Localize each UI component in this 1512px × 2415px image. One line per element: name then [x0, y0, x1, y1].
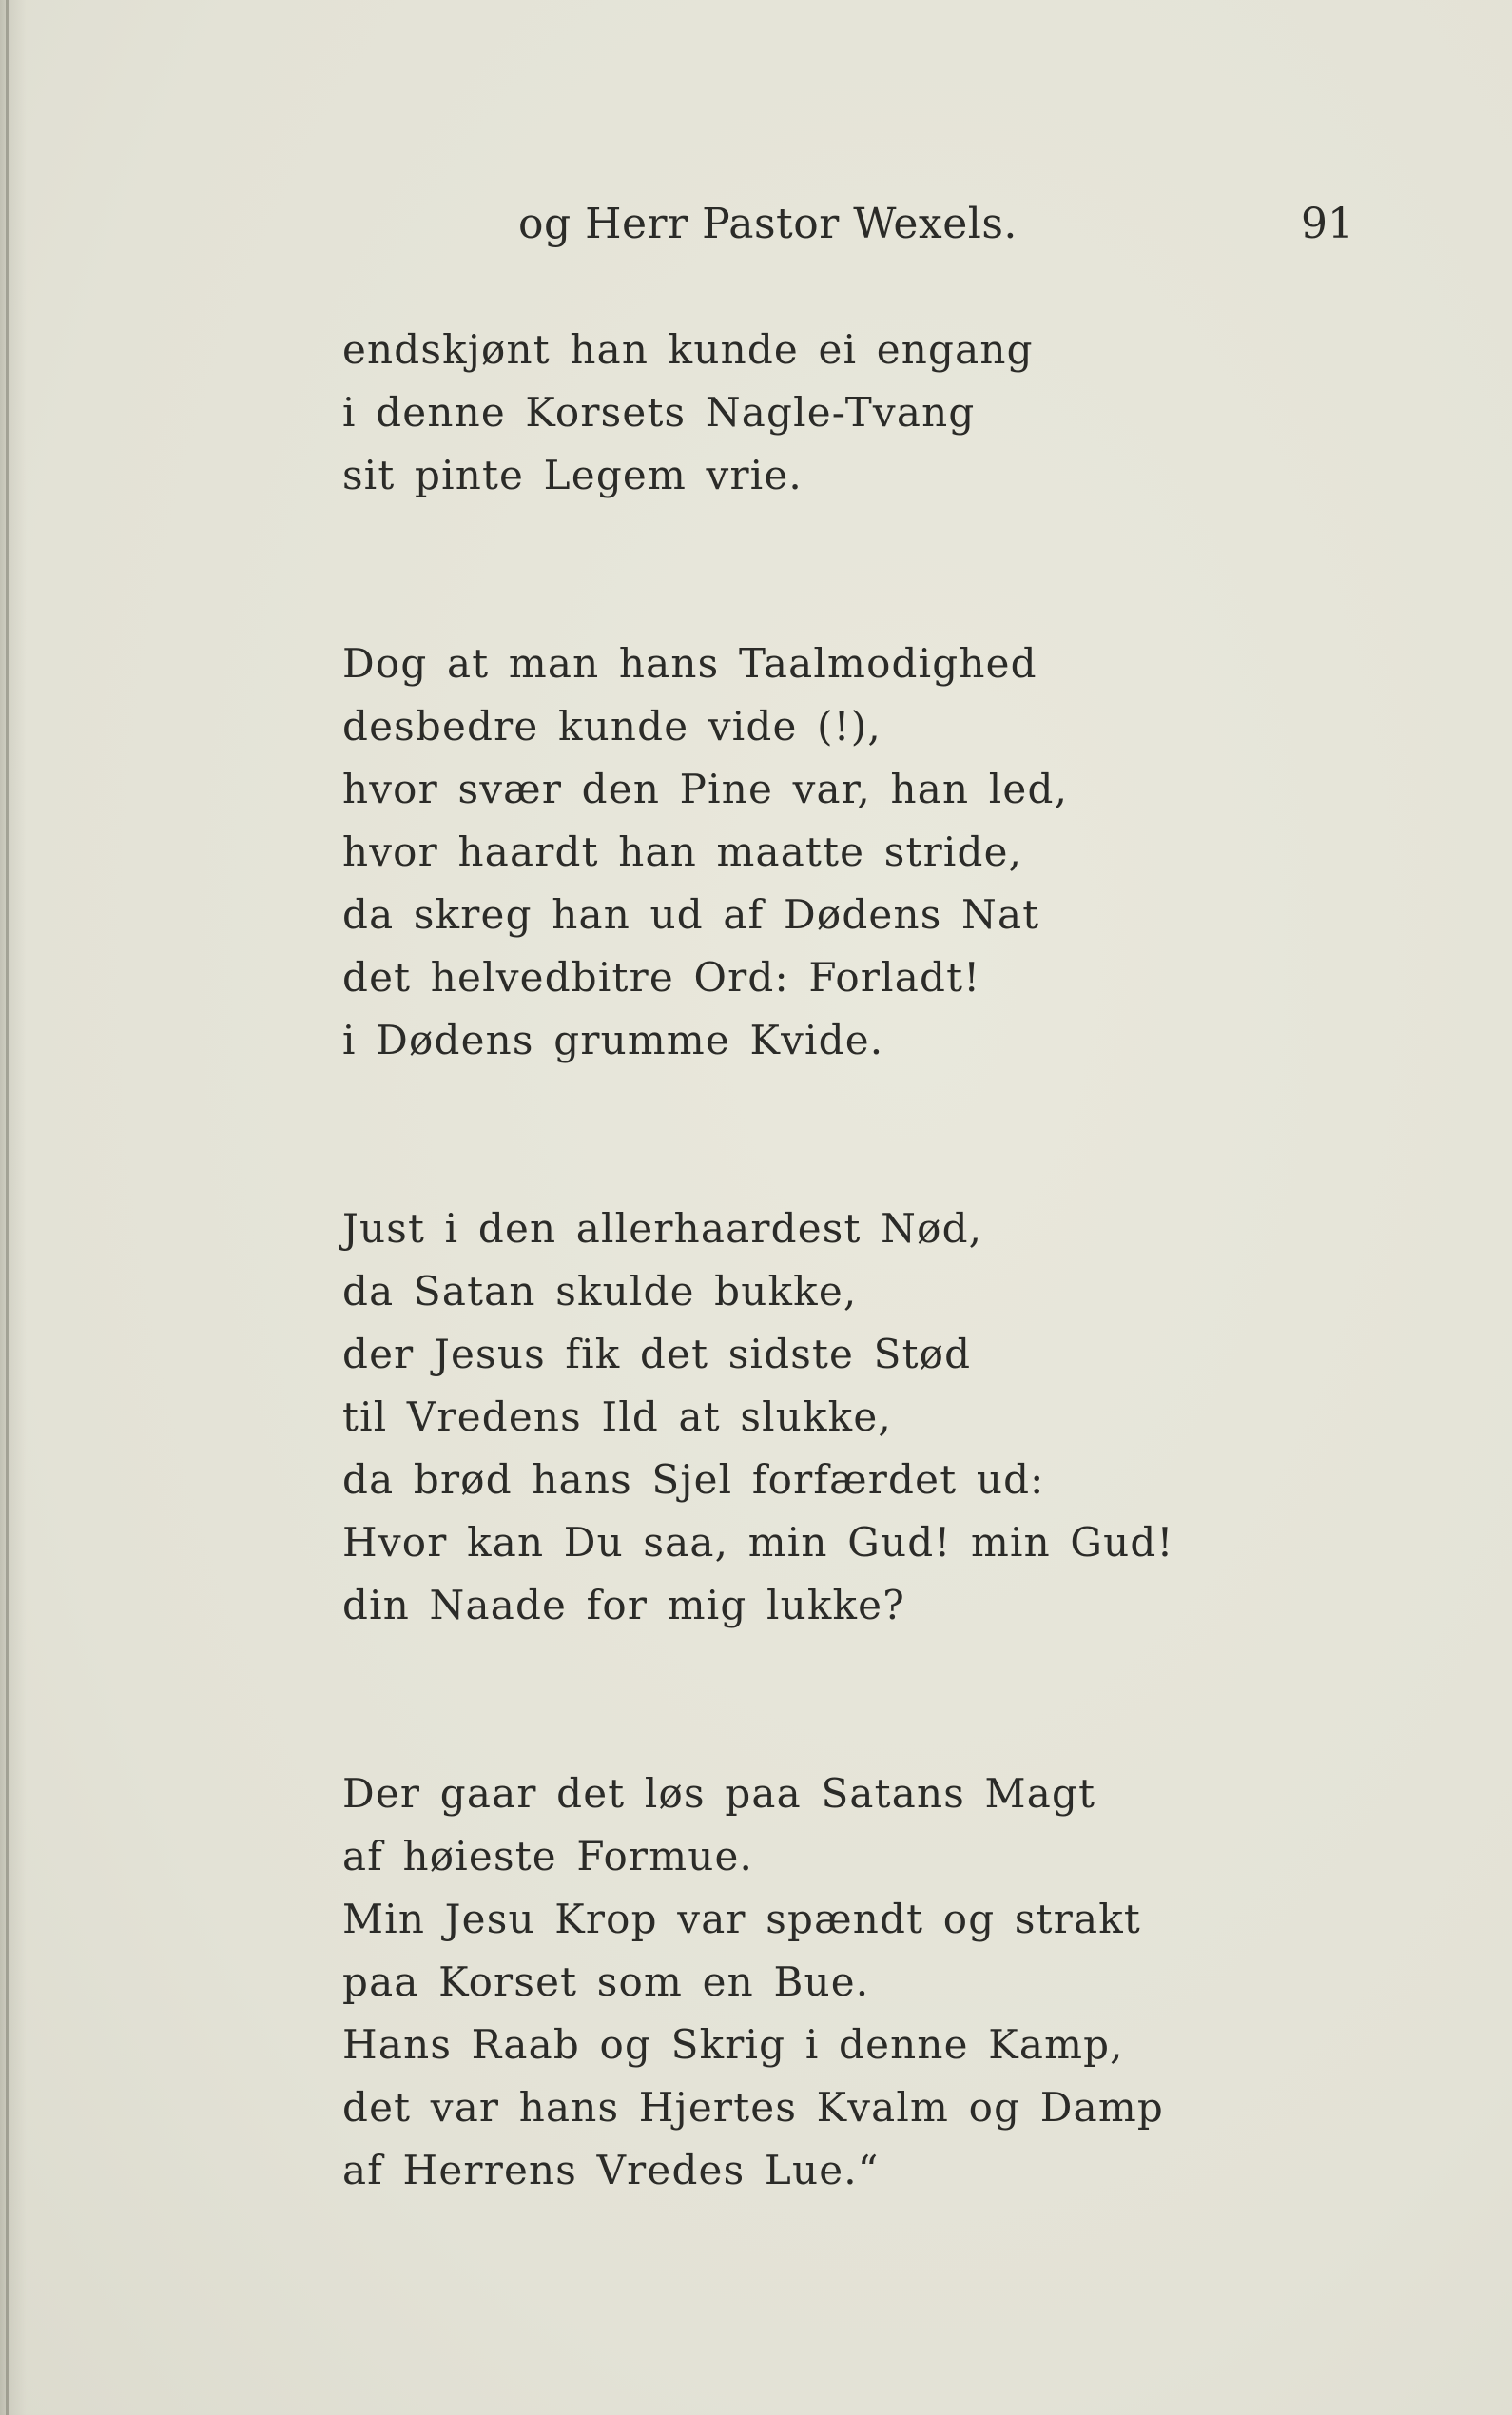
verse-line: din Naade for mig lukke?	[342, 1582, 905, 1628]
verse-line: hvor haardt han maatte stride,	[342, 828, 1023, 875]
poem-text	[342, 319, 1369, 2202]
verse-line: i denne Korsets Nagle-Tvang	[342, 389, 976, 436]
stanza-2	[342, 633, 1369, 1072]
verse-line: Der gaar det løs paa Satans Magt	[342, 1770, 1096, 1817]
running-title: og Herr Pastor Wexels.	[518, 200, 1018, 248]
verse-line: sit pinte Legem vrie.	[342, 452, 803, 498]
verse-line: til Vredens Ild at slukke,	[342, 1393, 892, 1440]
running-head	[0, 200, 1512, 257]
verse-line: Just i den allerhaardest Nød,	[342, 1205, 983, 1252]
verse-line: Hans Raab og Skrig i denne Kamp,	[342, 2021, 1124, 2068]
verse-line: da brød hans Sjel forfærdet ud:	[342, 1456, 1045, 1503]
verse-line: af høieste Formue.	[342, 1833, 754, 1879]
verse-line: endskjønt han kunde ei engang	[342, 326, 1034, 373]
verse-line: det var hans Hjertes Kvalm og Damp	[342, 2084, 1164, 2131]
verse-line: i Dødens grumme Kvide.	[342, 1017, 884, 1063]
verse-line: Dog at man hans Taalmodighed	[342, 640, 1037, 687]
verse-line: da Satan skulde bukke,	[342, 1268, 858, 1315]
stanza-4	[342, 1763, 1369, 2202]
verse-line: desbedre kunde vide (!),	[342, 703, 882, 750]
verse-line: det helvedbitre Ord: Forladt!	[342, 954, 981, 1001]
verse-line: da skreg han ud af Dødens Nat	[342, 891, 1040, 938]
verse-line: Min Jesu Krop var spændt og strakt	[342, 1896, 1141, 1942]
stanza-3	[342, 1198, 1369, 1637]
page-number: 91	[1301, 200, 1354, 248]
verse-line: hvor svær den Pine var, han led,	[342, 766, 1069, 812]
verse-line: Hvor kan Du saa, min Gud! min Gud!	[342, 1519, 1174, 1566]
verse-line: af Herrens Vredes Lue.“	[342, 2147, 880, 2193]
stanza-1	[342, 319, 1369, 507]
binding-shadow	[6, 0, 9, 2415]
verse-line: paa Korset som en Bue.	[342, 1958, 870, 2005]
verse-line: der Jesus fik det sidste Stød	[342, 1331, 972, 1377]
